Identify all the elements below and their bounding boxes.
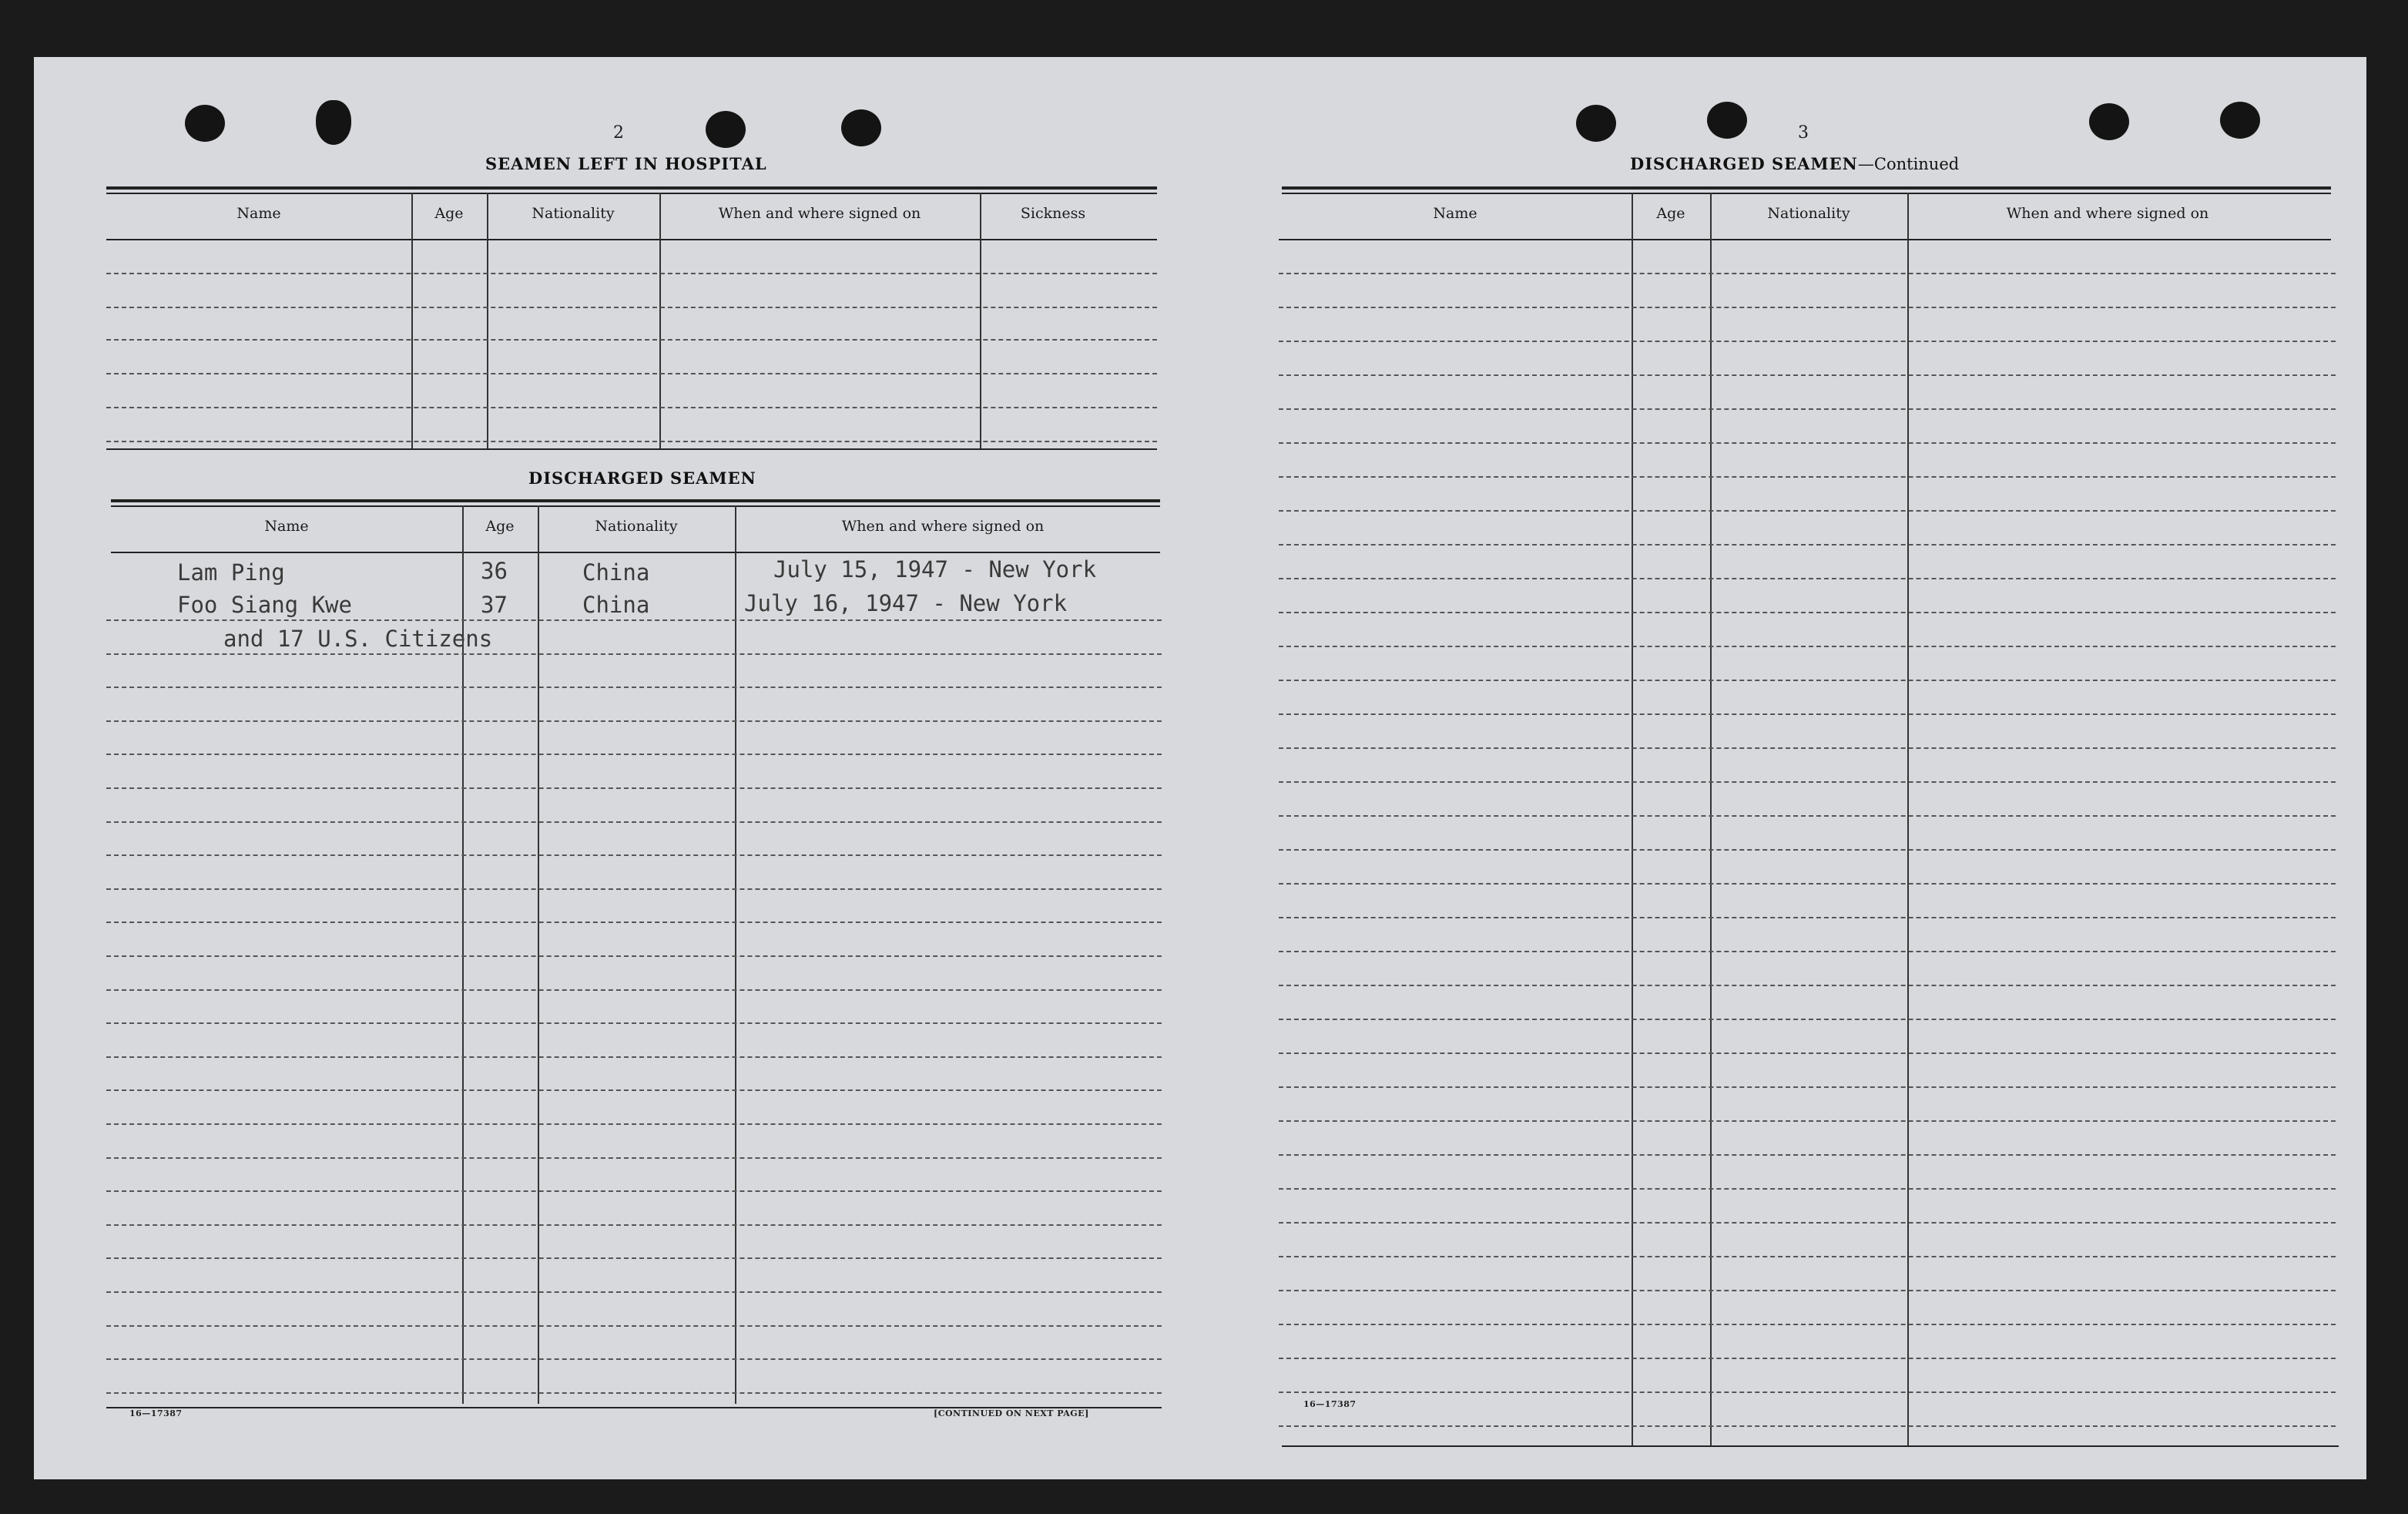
punch-hole xyxy=(2089,103,2129,140)
hospital-header-signed-on: When and where signed on xyxy=(718,205,921,222)
form-number-right: 16—17387 xyxy=(1303,1399,1357,1409)
hospital-header-nationality: Nationality xyxy=(532,205,615,222)
discharged-header-name: Name xyxy=(264,518,309,535)
seaman-age: 37 xyxy=(481,592,508,618)
row-line xyxy=(1279,578,2336,579)
row-line xyxy=(106,1325,1162,1327)
row-line xyxy=(106,1291,1162,1293)
discharged-section-title: DISCHARGED SEAMEN xyxy=(528,468,756,488)
punch-hole xyxy=(316,100,351,145)
seaman-age: 36 xyxy=(481,558,508,584)
continued-note: [CONTINUED ON NEXT PAGE] xyxy=(934,1408,1089,1418)
row-line xyxy=(1279,815,2336,817)
row-line xyxy=(106,921,1162,923)
row-line xyxy=(1279,1425,2336,1427)
row-line xyxy=(1279,1222,2336,1224)
hospital-top-rule xyxy=(106,186,1157,190)
punch-hole xyxy=(1707,102,1747,139)
discharged-header-nationality: Nationality xyxy=(595,518,678,535)
row-line xyxy=(1279,985,2336,986)
row-line xyxy=(1279,1019,2336,1020)
punch-hole xyxy=(706,111,746,148)
row-line xyxy=(106,1022,1162,1024)
punch-hole xyxy=(185,105,225,142)
row-line xyxy=(106,821,1162,823)
row-line xyxy=(106,1358,1162,1360)
form-number-left: 16—17387 xyxy=(129,1408,183,1418)
page-number-right: 3 xyxy=(1798,123,1809,143)
row-line xyxy=(106,1157,1162,1159)
row-line xyxy=(106,1089,1162,1091)
row-line xyxy=(1279,1391,2336,1393)
seaman-nationality: China xyxy=(582,559,650,586)
row-line xyxy=(106,787,1162,789)
row-line xyxy=(106,1190,1162,1192)
row-line xyxy=(1279,408,2336,410)
row-line xyxy=(106,687,1162,688)
row-line xyxy=(1279,849,2336,851)
hospital-header-sickness: Sickness xyxy=(1020,205,1086,222)
right-top-rule xyxy=(1282,186,2331,190)
seaman-signed-on: July 15, 1947 - New York xyxy=(773,556,1097,582)
punch-hole xyxy=(1576,105,1616,142)
hospital-section-title: SEAMEN LEFT IN HOSPITAL xyxy=(485,154,767,173)
discharged-header-signed-on: When and where signed on xyxy=(841,518,1045,535)
row-line xyxy=(1279,1120,2336,1122)
citizens-note: and 17 U.S. Citizens xyxy=(223,626,493,652)
document-scan xyxy=(34,57,2366,1479)
right-header-name: Name xyxy=(1433,205,1477,222)
right-section-title xyxy=(1630,154,1959,173)
row-line xyxy=(1279,273,2336,274)
right-header-age: Age xyxy=(1656,205,1685,222)
seaman-name: Lam Ping xyxy=(177,559,285,586)
row-line xyxy=(1279,1188,2336,1190)
row-line xyxy=(1279,442,2336,444)
row-line xyxy=(1279,883,2336,885)
row-line xyxy=(1279,612,2336,613)
row-line xyxy=(1279,1324,2336,1325)
row-line xyxy=(1279,544,2336,546)
row-line xyxy=(1279,917,2336,918)
row-line xyxy=(1279,781,2336,783)
right-title-suffix: —Continued xyxy=(1857,155,1960,173)
right-header-signed-on: When and where signed on xyxy=(2006,205,2209,222)
row-line xyxy=(106,888,1162,890)
row-line xyxy=(1279,680,2336,681)
right-header-nationality: Nationality xyxy=(1767,205,1850,222)
seaman-name: Foo Siang Kwe xyxy=(177,592,352,618)
row-line xyxy=(106,955,1162,957)
row-line xyxy=(1279,374,2336,376)
row-line xyxy=(106,1392,1162,1394)
discharged-header-age: Age xyxy=(485,518,515,535)
row-line xyxy=(106,1056,1162,1058)
punch-hole xyxy=(841,109,881,146)
row-line xyxy=(106,854,1162,856)
row-line xyxy=(106,989,1162,991)
row-line xyxy=(106,653,1162,655)
row-line xyxy=(106,619,1162,621)
row-line xyxy=(1279,1290,2336,1291)
row-line xyxy=(1279,1086,2336,1088)
row-line xyxy=(106,1123,1162,1125)
row-line xyxy=(1279,341,2336,342)
row-line xyxy=(1279,713,2336,715)
row-line xyxy=(1279,476,2336,478)
row-line xyxy=(106,1257,1162,1259)
row-line xyxy=(1279,307,2336,308)
row-line xyxy=(1279,1358,2336,1359)
row-line xyxy=(1279,1256,2336,1257)
discharged-top-rule xyxy=(111,499,1160,502)
row-line xyxy=(106,754,1162,755)
row-line xyxy=(1279,951,2336,952)
page-number-left: 2 xyxy=(613,123,624,143)
seaman-nationality: China xyxy=(582,592,650,618)
row-line xyxy=(1279,747,2336,749)
row-line xyxy=(1279,1052,2336,1054)
row-line xyxy=(106,1224,1162,1226)
hospital-header-name: Name xyxy=(236,205,281,222)
punch-hole xyxy=(2220,102,2260,139)
hospital-header-age: Age xyxy=(434,205,464,222)
row-line xyxy=(106,720,1162,722)
row-line xyxy=(1279,646,2336,647)
row-line xyxy=(1279,510,2336,512)
seaman-signed-on: July 16, 1947 - New York xyxy=(744,590,1068,616)
right-title-main: DISCHARGED SEAMEN xyxy=(1630,154,1858,173)
row-line xyxy=(1279,1154,2336,1156)
